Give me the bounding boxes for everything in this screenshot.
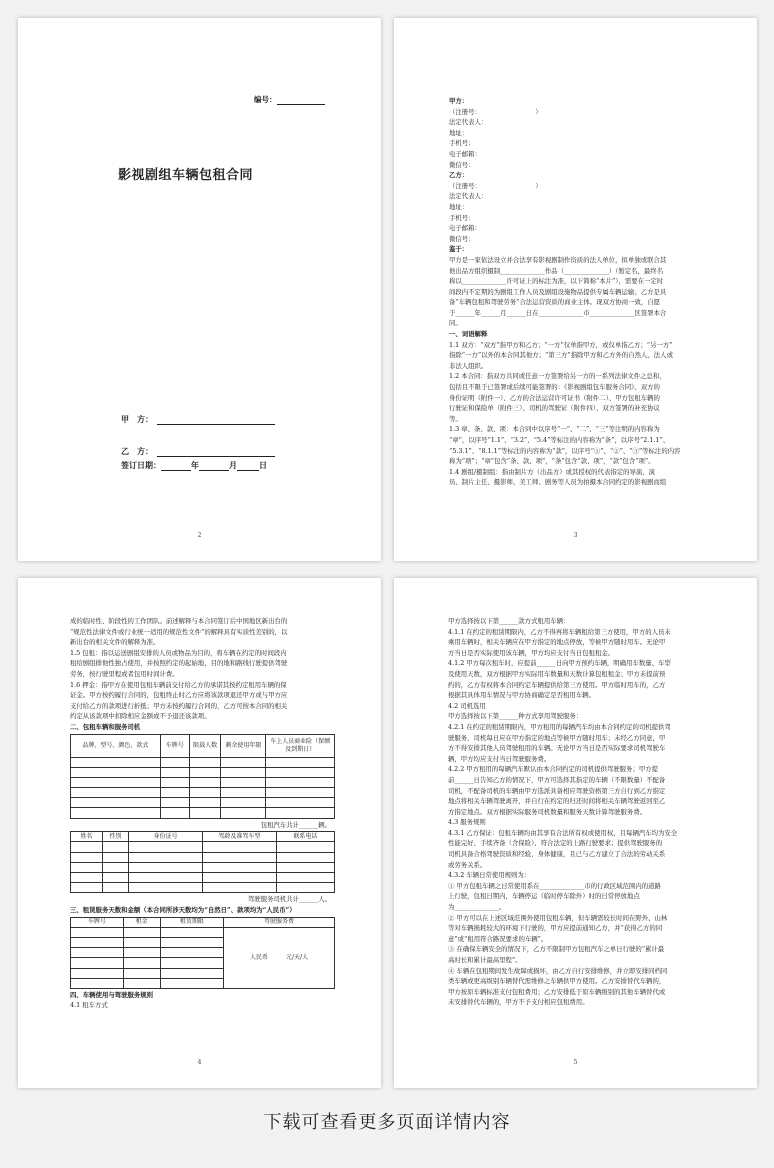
table-header-cell: 车上人员商业险（保额及到期日） <box>266 734 335 757</box>
text-line: 手机号： <box>449 213 475 222</box>
text-line: 等对车辆损耗较大的环境下行驶的，甲方应提前通知乙方，并“获得乙方的同 <box>448 924 663 933</box>
page-number: 5 <box>573 1059 578 1066</box>
text-line: 间段内不定期的为剧组工作人员及剧组设施物品提供专属车辆运输；乙方是具 <box>449 287 667 296</box>
text-line: 租给剧组排他性独占使用，并按照约定的起始地、目的地和路线行驶提供驾驶 <box>70 659 288 668</box>
table-row <box>71 777 335 787</box>
section-4-title: 四、车辆使用与驾驶服务规则 <box>70 990 154 999</box>
section-heading: 甲方： <box>449 97 469 105</box>
party-b-line: 乙 方： <box>121 446 275 457</box>
table-header-cell: 车牌号 <box>71 917 124 927</box>
text-line: 备“车辆包租和驾驶劳务”合法运营资质的商业主体。现双方协商一致，自愿 <box>449 298 661 307</box>
section-heading: 鉴于： <box>449 245 469 254</box>
driver-total: 驾驶服务司机共计______人。 <box>247 895 331 904</box>
page-number: 2 <box>197 532 202 539</box>
service-fee-cell: 人民币 元/天/人 <box>224 927 335 988</box>
text-line: 4.2.2 甲方租用的每辆汽车默认由本合同约定的司机提供驾驶服务；甲方提 <box>448 765 659 774</box>
vehicle-total: 包租汽车共计______辆。 <box>260 820 331 829</box>
table-row <box>71 788 335 798</box>
contract-title: 影视剧组车辆包租合同 <box>118 168 254 183</box>
text-line: ① 甲方包租车辆之日常使用系在______________市的行政区域范围内的道路 <box>448 881 661 890</box>
table-header-row <box>71 734 335 757</box>
text-line: 性能完好、手续齐备（含保险）、符合法定的上路行驶要求；提供驾驶服务的 <box>448 839 663 848</box>
table-row <box>71 757 335 767</box>
text-line: 包括且不限于已签署或后续可能签署的：《影视剧组包车服务合同》、双方的 <box>449 383 660 392</box>
text-line: 法定代表人： <box>449 118 488 127</box>
text-line: 称以______________许可证上的标注为准，以下简称“本片”），需要在一定时 <box>449 277 664 286</box>
text-line: 甲方选择按以下第______种方式享用驾驶服务： <box>448 712 583 721</box>
text-line: 微信号： <box>449 234 475 243</box>
text-line: 为______________。 <box>448 903 506 912</box>
text-line: 地点将相关车辆驾驶离开，并自行在约定的归还时间将相关车辆驾驶返回至乙 <box>448 797 666 806</box>
text-line: ③ 在确保车辆安全的情况下，乙方不限制甲方包租汽车之单日行驶的“累计最 <box>448 945 665 954</box>
vehicle-table <box>70 734 335 819</box>
table-header-cell: 租金 <box>123 917 160 927</box>
section-heading: 一、词语解释 <box>449 330 488 339</box>
text-line: 根据其具体用车情况与甲方协商确定是否租用车辆。 <box>448 691 595 700</box>
text-line: 劳务，按行驶里程或者包用时间计费。 <box>70 669 179 678</box>
text-line: 非法人组织。 <box>449 361 488 370</box>
page-body <box>449 96 707 488</box>
table-header-cell: 剩余使用年限 <box>221 734 266 757</box>
driver-table <box>70 831 335 893</box>
cover-page <box>18 18 381 561</box>
text-line: 意”或“租用符合路况要求的车辆”。 <box>448 934 548 943</box>
text-line: 及使用天数，双方根据甲方实际用车数量和天数计算包租租金；甲方未提前预 <box>448 669 666 678</box>
text-line: 4.3.1 乙方保证：包租车辆均由其享有合法所有权或使用权，且每辆汽车均为安全 <box>448 828 678 837</box>
text-line: 司机具备合格驾驶资质和经验、身体健康，且已与乙方建立了合法的劳动关系 <box>448 850 666 859</box>
text-line: 地址： <box>449 202 469 211</box>
text-line: 1.6 押金：指甲方在使用包租车辆前交付给乙方的承诺其按约定租用车辆的保 <box>70 680 287 689</box>
text-line: 同。 <box>449 319 462 328</box>
text-line: 方当日是否实际使用该车辆，甲方均应支付当日包租租金。 <box>448 648 615 657</box>
text-line: 4.2 司机选用 <box>448 701 486 710</box>
party-a-line: 甲 方： <box>121 414 275 425</box>
text-line: 指除“一方”以外的本合同其他方；“第三方”指除甲方和乙方外的自然人、法人或 <box>449 351 673 360</box>
text-line: 类车辆或更高级别车辆替代需维修之车辆供甲方使用。乙方安排替代车辆的， <box>448 977 666 986</box>
table-header-cell: 驾龄及准驾车型 <box>202 832 276 842</box>
text-line: 方不得安排其他人员驾驶租用的车辆。无论甲方当日是否实际要求司机驾驶车 <box>448 744 666 753</box>
table-header-cell: 租赁期限 <box>160 917 223 927</box>
text-line: 微信号： <box>449 160 475 169</box>
text-line: “5.3.1”、“8.1.1”等标注的内容称为“款”，以序号“①”、“②”、“③”等标注的内容 <box>449 446 681 455</box>
table-row <box>71 808 335 818</box>
text-line: 上行驶，包租日期内，车辆停运（临时停车除外）时的日常停放地点 <box>448 892 640 901</box>
text-line: 身份证明（附件一）、乙方的合法运营许可证书（附件二）、甲方包租车辆的 <box>449 393 660 402</box>
text-line: 高时长和累计最高里程”。 <box>448 956 522 964</box>
text-line: ② 甲方可以在上述区域范围外使用包租车辆，但车辆需较长时间在野外、山林 <box>448 913 668 922</box>
text-line: 电子邮箱： <box>449 149 481 158</box>
page-number: 3 <box>573 532 578 539</box>
text-line: 方指定地点。双方根据实际服务司机数量和服务天数计算驾驶服务费。 <box>448 807 647 816</box>
text-line: （注册号： ） <box>449 107 542 116</box>
table-header-row <box>71 917 335 927</box>
text-line: 法定代表人： <box>449 192 488 201</box>
text-line: （注册号： ） <box>449 181 542 190</box>
page-number: 4 <box>197 1059 202 1066</box>
text-line: 或劳务关系。 <box>448 860 487 869</box>
table-header-row <box>71 832 335 842</box>
text-line: 证金。甲方按约履行合同的，包租终止时乙方应将该款项退还甲方或与甲方应 <box>70 691 288 700</box>
fee-table <box>70 917 335 989</box>
text-line: 1.4 剧组/摄制组：指由制片方（出品方）或其授权的代表指定的导演、演 <box>449 467 656 476</box>
text-line: 未安排替代车辆的，甲方不予支付相应包租费用。 <box>448 998 589 1007</box>
text-line: 于______年______月______日在______________市______________区签署本合 <box>449 308 667 317</box>
table-row <box>71 873 335 883</box>
text-line: 新出台的相关文件的解释为准。 <box>70 638 160 647</box>
text-line: 称为“项”；“章”包含“条、款、项”，“条”包含“款、项”，“款”包含“项”。 <box>449 457 655 466</box>
text-line: 约定从该款项中扣除相应金额或不予退还该款项。 <box>70 712 211 721</box>
contract-page-3 <box>394 18 757 561</box>
text-line: 1.2 本合同：指双方共同或任意一方签署给另一方的一系列法律文件之总和， <box>449 372 666 381</box>
text-line: ④ 车辆在包租期间发生故障或损坏，由乙方自行安排维修，并立即安排同档同 <box>448 966 668 975</box>
contract-number-blank <box>277 96 325 105</box>
contract-page-5 <box>394 578 757 1088</box>
text-line: 1.1 双方：“双方”指甲方和乙方；“一方”仅单指甲方，或仅单指乙方；“另一方” <box>449 340 673 349</box>
table-header-cell: 车牌号 <box>160 734 189 757</box>
page-body <box>70 616 335 1011</box>
table-header-cell: 性别 <box>102 832 128 842</box>
text-line: 员、制片主任、摄影师、美工师、剧务等人员为拍摄本合同约定的影视剧而组 <box>449 478 667 487</box>
table-row <box>71 852 335 862</box>
text-line: 电子邮箱： <box>449 224 481 233</box>
text-line: 乘用车辆时，相关车辆应在甲方指定的地点停放，等候甲方随时用车。无论甲 <box>448 638 666 647</box>
text-line: 前______日告知乙方的情况下，甲方可选择其指定的车辆（不限数量）不配备 <box>448 775 666 784</box>
section-heading: 二、包租车辆和服务司机 <box>70 722 141 731</box>
table-header-cell: 品牌、型号、颜色、款式 <box>71 734 161 757</box>
text-line: 约的，乙方有权将本合同约定车辆提供给第三方使用。甲方临时用车的，乙方 <box>448 680 666 689</box>
section-heading: 乙方： <box>449 171 469 180</box>
text-line: 手机号： <box>449 139 475 148</box>
table-header-cell: 身份证号 <box>129 832 203 842</box>
text-line: 行驶证和保险单（附件三）、司机的驾驶证（附件四）、双方签署的补充协议 <box>449 404 660 413</box>
text-line: 甲方是一家依法设立并合法享有影视剧制作资质的法人单位，拟单独或联合其 <box>449 255 667 264</box>
text-line: 地址： <box>449 128 469 137</box>
text-line: 1.5 包租：指以运送剧组安排的人员或物品为目的，将车辆在约定的时间段内 <box>70 648 287 657</box>
text-line: 成的临时性、阶段性的工作团队。前述解释与本合同签订后中国地区新出台的 <box>70 617 288 625</box>
table-row <box>71 927 335 937</box>
page-body <box>448 616 711 1008</box>
text-line: 1.3 章、条、款、项：本合同中以序号“一”、“二”、“三”等注明的内容称为 <box>449 425 660 434</box>
text-line: 4.3 服务规则 <box>448 818 486 827</box>
download-more-banner[interactable]: 下载可查看更多页面详情内容 <box>263 1112 511 1133</box>
table-row <box>71 883 335 893</box>
sign-date-line: 签订日期： 年 月 日 <box>121 460 267 470</box>
table-row <box>71 767 335 777</box>
text-line: 甲方按原车辆标准支付包租费用；乙方安排低于原车辆级别的其他车辆替代或 <box>448 987 666 996</box>
text-line: 驶服务，司机每日应在甲方指定的地点等候甲方随时用车；未经乙方同意，甲 <box>448 733 666 742</box>
table-header-cell: 限载人数 <box>189 734 221 757</box>
text-line: 4.2.1 在约定的租赁期限内，甲方租用的每辆汽车均由本合同约定的司机提供驾 <box>448 722 671 731</box>
contract-number-label: 编号： <box>254 94 325 105</box>
table-row <box>71 862 335 872</box>
text-line: 支付给乙方的款项进行折抵；甲方未按约履行合同的，乙方可按本合同的相关 <box>70 701 288 710</box>
section-3-title: 三、租赁服务天数和金额（本合同所涉天数均为“自然日”、款项均为“人民币”） <box>70 905 296 914</box>
table-row <box>71 842 335 852</box>
text-line: 他出品方组织摄制______________作品（______________）（暂定名，最终名 <box>449 266 664 275</box>
text-line: 甲方选择按以下第______款方式租用车辆： <box>448 617 570 625</box>
text-line: 4.1.1 在约定的租赁期限内，乙方不得再将车辆租给第三方使用，甲方的人员未 <box>448 627 671 636</box>
table-header-cell: 姓名 <box>71 832 103 842</box>
text-line: 4.3.2 车辆日常使用规则为： <box>448 871 531 880</box>
table-row <box>71 798 335 808</box>
text-line: 司机，不配备司机的车辆由甲方选派具备相应驾驶资格第三方自行到乙方指定 <box>448 786 666 795</box>
item-4-1: 4.1 租车方式 <box>70 1001 108 1010</box>
text-line: 辆，甲方均应支付当日驾驶服务费。 <box>448 754 551 763</box>
table-header-cell: 驾驶服务费 <box>224 917 335 927</box>
text-line: 4.1.2 甲方每次租车时，应提前______日向甲方预约车辆，明确用车数量、车型 <box>448 659 671 668</box>
text-line: “章”，以序号“1.1”、“3.2”、“5.4”等标注的内容称为“条”，以序号“2.1.1”、 <box>449 436 670 444</box>
table-header-cell: 联系电话 <box>276 832 334 842</box>
text-line: “规范性法律文件或行业统一适用的规范性文件”的解释具有实质性差别的，以 <box>70 627 288 636</box>
contract-page-4 <box>18 578 381 1088</box>
text-line: 等。 <box>449 414 462 423</box>
